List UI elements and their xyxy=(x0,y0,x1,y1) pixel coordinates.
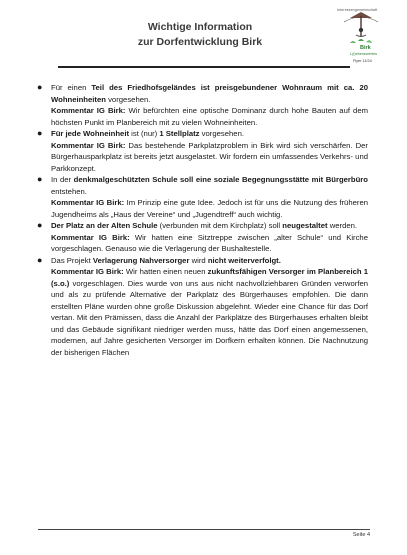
list-item xyxy=(38,255,368,359)
page-number: Seite 4 xyxy=(352,532,370,538)
item-text: vorgesehen. xyxy=(105,94,151,104)
bullet-icon: ● xyxy=(37,174,43,184)
item-text-bold: Der Platz an der Alten Schule xyxy=(51,221,158,230)
item-text: entstehen. xyxy=(51,186,87,196)
item-text-bold: neugestaltet xyxy=(282,221,328,230)
bullet-icon: ● xyxy=(37,254,43,265)
logo-ring-text: Interessengemeinschaft xyxy=(337,8,378,12)
ig-birk-logo xyxy=(336,2,386,64)
item-text: ist (nur) xyxy=(129,129,160,138)
item-text: wird xyxy=(189,255,208,265)
comment-text: Im Prinzip eine gute Idee. Jedoch ist für uns die Nutzung des früheren Jugendheims als „Haus der Vereine“ und „Jugendtreff“ auch wichtig. xyxy=(51,198,368,219)
item-text-bold: 1 Stellplatz xyxy=(159,129,200,138)
item-text: Das Projekt xyxy=(51,255,93,265)
list-item xyxy=(38,174,368,220)
comment-text: vorgeschlagen. Dies wurde von uns aus nicht nachvollziehbaren Gründen verworfen und als zu prüfende Alternative der Parkplatz des Bürgerhauses empfohlen. Die dann erstellten Pläne wurden ohne große Diskussion abgelehnt. Wieder eine Chance für das Dorf vertan. Mit den Prämissen, dass die Anzahl der Parkplätze des Bürgerhauses erhalten bleibt und das Gebäude signifikant niedriger werden muss, hätte das Dorf einen angemessenen, modernen, auf Jahre gesicherten Versorger im Dorfkern erhalten können. Die Nachnutzung der bisherigen Flächen xyxy=(51,278,368,357)
page-header xyxy=(0,0,407,82)
item-text: In der xyxy=(51,175,74,184)
logo-subtitle: L(i)ebenswertes xyxy=(350,52,378,56)
title-line-2: zur Dorfentwicklung Birk xyxy=(137,36,263,48)
main-content xyxy=(38,82,368,358)
bullet-icon: ● xyxy=(37,82,43,92)
bullet-icon: ● xyxy=(37,220,43,230)
item-text-bold: nicht weiterverfolgt. xyxy=(207,255,281,265)
header-divider xyxy=(58,66,350,68)
comment-text: Wir hatten einen neuen xyxy=(123,267,208,276)
comment-text: Wir hatten eine Sitztreppe zwischen „alter Schule“ und Kirche vorgeschlagen. Genauso wie die Verlagerung der Bushaltestelle. xyxy=(51,232,368,253)
comment-label: Kommentar IG Birk: xyxy=(51,198,125,207)
comment-label: Kommentar IG Birk: xyxy=(51,232,130,242)
item-text: Für einen xyxy=(51,83,92,92)
logo-flyer-label: Flyer 11/24 xyxy=(353,59,372,63)
comment-label: Kommentar IG Birk: xyxy=(51,140,126,150)
list-item xyxy=(38,82,368,128)
logo-name: Birk xyxy=(360,45,371,51)
item-text: (verbunden mit dem Kirchplatz) soll xyxy=(157,221,283,230)
list-item xyxy=(38,220,368,255)
list-item xyxy=(38,128,368,174)
item-text-bold: Verlagerung Nahversorger xyxy=(92,255,190,265)
page-title xyxy=(100,20,300,50)
comment-label: Kommentar IG Birk: xyxy=(51,106,126,115)
comment-label: Kommentar IG Birk: xyxy=(51,267,124,276)
item-text-bold: Teil des Friedhofsgeländes ist preisgebundener Wohnraum mit ca. 20 Wohneinheiten xyxy=(51,83,368,104)
footer-divider xyxy=(38,529,370,530)
bullet-icon: ● xyxy=(37,128,43,138)
item-text: vorgesehen. xyxy=(199,129,244,138)
item-text-bold: Für jede Wohneinheit xyxy=(51,129,130,138)
comment-text: Wir befürchten eine optische Dominanz durch hohe Bauten auf dem höchsten Punkt im Planbereich mit zu vielen Wohneinheiten. xyxy=(51,106,368,127)
info-list xyxy=(38,82,368,358)
comment-text: Das bestehende Parkplatzproblem in Birk wird sich verschärfen. Der Bürgerhausparkplatz ist bereits jetzt ausgelastet. Wir fordern ein umfassendes Verkehrs- und Parkkonzept. xyxy=(51,140,368,173)
comment-text-bold: zukunftsfähigen Versorger im Planbereich 1 (s.o.) xyxy=(51,267,369,288)
item-text-bold: denkmalgeschützten Schule soll eine soziale Begegnungsstätte mit Bürgerbüro xyxy=(73,175,368,184)
title-line-1: Wichtige Information xyxy=(147,21,253,33)
item-text: werden. xyxy=(327,221,358,230)
